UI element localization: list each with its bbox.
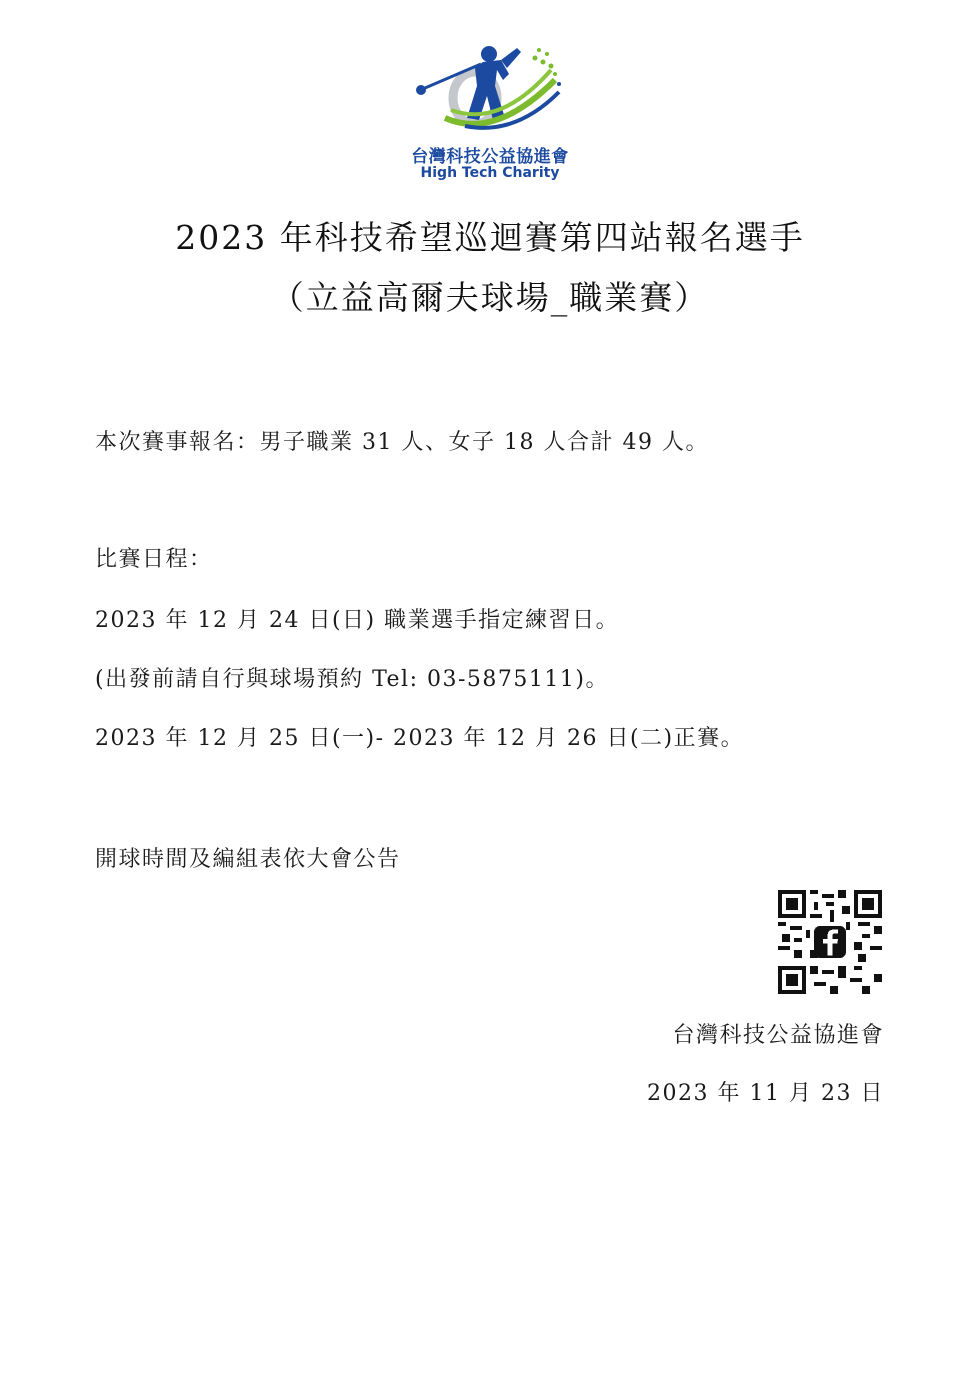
organization-logo — [385, 40, 595, 190]
main-event-dates: 2023 年 12 月 25 日(一)- 2023 年 12 月 26 日(二)正賽。 — [95, 726, 745, 751]
registration-summary: 本次賽事報名：男子職業 31 人、女子 18 人合計 49 人。 — [95, 430, 709, 455]
tee-times-note: 開球時間及編組表依大會公告 — [95, 847, 401, 872]
logo-organization-name-en: High Tech Charity — [420, 165, 560, 181]
document-subtitle: （立益高爾夫球場_職業賽） — [270, 278, 710, 317]
signature-organization: 台灣科技公益協進會 — [672, 1023, 884, 1048]
golfer-logo-icon — [405, 40, 565, 140]
document-title: 2023 年科技希望巡迴賽第四站報名選手 — [175, 218, 805, 257]
qr-code-icon — [778, 890, 882, 994]
booking-note: (出發前請自行與球場預約 Tel: 03-5875111)。 — [95, 667, 609, 692]
practice-day: 2023 年 12 月 24 日(日) 職業選手指定練習日。 — [95, 608, 620, 633]
logo-organization-name-zh: 台灣科技公益協進會 — [411, 147, 569, 167]
signature-date: 2023 年 11 月 23 日 — [647, 1081, 884, 1106]
schedule-heading: 比賽日程： — [95, 547, 213, 572]
